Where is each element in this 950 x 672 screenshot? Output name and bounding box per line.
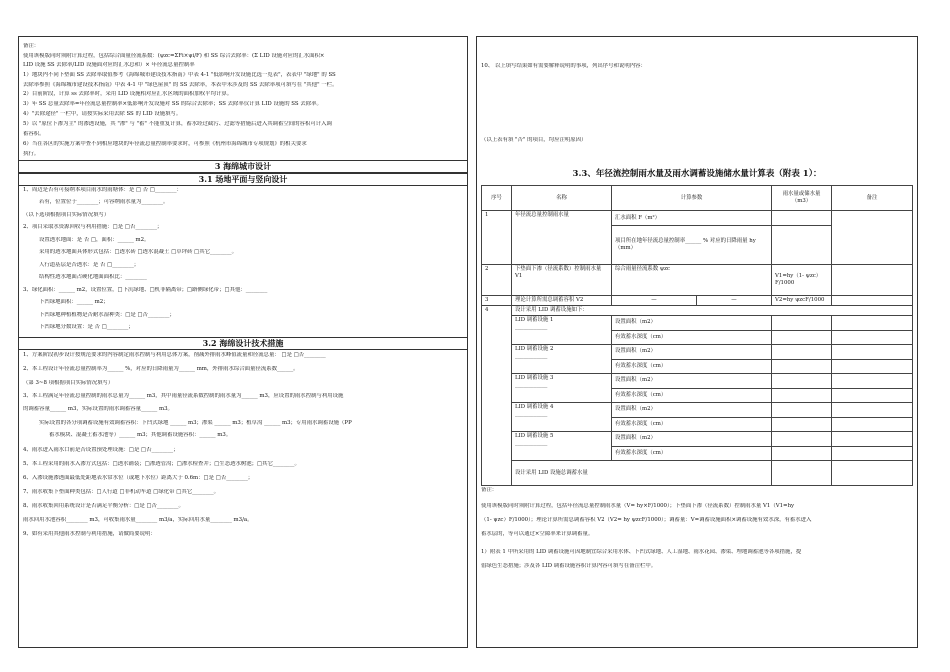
note-line: 4）"去除途径" 一栏中，请按实际采用去除 SS 的 LID 设施填写。	[23, 111, 182, 117]
form-line: 1、方案阶段初步设计按规范要求的内容制定雨水控制与利用总体方案，削减外排雨水峰值流量和径流总量： □是 □否________	[23, 352, 326, 358]
form-line: （第 3~8 项根据项目实际情况填写）	[23, 380, 114, 386]
note-line: 倡绿色生态措施；涉及各 LID 调蓄设施容积计算内容可填写在备注栏中。	[481, 563, 657, 569]
col-header: 序号	[482, 186, 512, 211]
lid-row: LID 调蓄设施 1 ____________ 设置面积（m2）	[482, 316, 913, 331]
lid-total-row: 设计采用 LID 设施总调蓄水量	[482, 461, 913, 486]
section-3-2-title: 3.2 海绵设计技术措施	[19, 337, 467, 350]
note-line: 6）当在各区的实施方案中查不到相应地块的年径流总量控制率要求时，可参照《杭州市海绵城市专项规划》的相关要求	[23, 141, 307, 147]
form-line: 的调蓄容量______ m3，实际设置的雨水调蓄容量______ m3。	[23, 406, 173, 412]
col-header: 雨水量或储水量（m3）	[772, 186, 832, 211]
form-line: 下凹绿地分数设置：是 否 □________；	[39, 324, 134, 330]
section-3-title: 3 海绵城市设计	[19, 160, 467, 173]
form-line: 3、绿化面积：______ m2，设置位置，□下沉绿地、□机非隔离带；□路侧绿化带；□其他：________	[23, 287, 268, 293]
lid-row: 有效蓄水深度（cm）	[482, 359, 913, 374]
table-row: 1 年径流总量控制雨水量 汇水面积 F（m²）	[482, 211, 913, 226]
form-line: 9、如有采用其他雨水控制与利用措施，请做简要说明：	[23, 531, 156, 537]
item-10-note: （以上表有填 "否" 的项目，均应注明原因）	[481, 137, 587, 143]
note-line: LID 设施 SS 去除率/LID 设施面对应的汇水总和）× 年径流总量控制率	[23, 62, 195, 68]
note-line: 3）年 SS 总量去除率=年径流总量控制率×低影响开发设施对 SS 的综合去除率；SS 去除率仅计算 LID 设施的 SS 去除率。	[23, 101, 322, 107]
form-line: 1、周边是否有可接纳本项目雨水的雨塘体：是 □ 否 □________：	[23, 187, 182, 193]
lid-row: LID 调蓄设施 2 ____________ 设置面积（m2）	[482, 345, 913, 360]
form-line: 人行道基层是否透水：是 否 □________；	[39, 262, 140, 268]
lid-row: LID 调蓄设施 5 ____________ 设置面积（m2）	[482, 432, 913, 447]
lid-row: LID 调蓄设施 3 ____________ 设置面积（m2）	[482, 374, 913, 389]
lid-row: 有效蓄水深度（cm）	[482, 417, 913, 432]
note-line: 执行。	[23, 151, 40, 157]
form-line: 结构性透水地面占硬化地面面积比：________	[39, 274, 147, 280]
note-line: 使用该模版同时须附计算过程，包括年径流总量控制雨水量（V= hy×F/1000）；下垫面下渗（径流系数）控制雨水量 V1（V1=hy	[481, 503, 795, 509]
note-line: （1- ψzc）F/1000）；理论计算所需总调蓄容积 V2（V2= hy ψzcF/1000）；调蓄量：V=调蓄设施面积×调蓄设施有效水深，有蓄水进入	[481, 517, 812, 523]
volume-table	[481, 185, 913, 486]
note-line: 5）以 "原位下渗为主" 的渗透设施，其 "渗" 与 "蓄" 不能重复计算，蓄水经过截污、过滤等措施后进入其调蓄空间的容积可计入调	[23, 121, 332, 127]
note-line: 备注：	[23, 43, 40, 49]
left-page	[18, 36, 468, 648]
lid-row: 有效蓄水深度（cm）	[482, 330, 913, 345]
section-3-1-title: 3.1 场地平面与竖向设计	[19, 173, 467, 186]
form-line: （以下选项根据项目实际情况填写）	[23, 212, 110, 218]
form-line: 实际设置的各分项调蓄设施有效调蓄容积：下凹式绿地 ______ m3；渗渠 ______ m3；植草沟 ______ m3；专用雨水调蓄设施（PP	[39, 420, 352, 426]
note-line: 备注：	[481, 487, 498, 493]
col-header: 备注	[832, 186, 913, 211]
note-line: 2）目前阶段，计算 ss 去除率时，采用 LID 设施相对应汇水区域的面积加权平均计算。	[23, 91, 233, 97]
lid-row: 有效蓄水深度（cm）	[482, 388, 913, 403]
form-line: 若有，位置位于________；可容纳雨水量为________。	[39, 199, 169, 205]
note-line: 蓄水层的，等可以通过×空隙率来计算调蓄量。	[481, 531, 594, 537]
form-line: 下凹绿地面积：______ m2；	[39, 299, 109, 305]
right-page	[476, 36, 918, 648]
note-line: 1）附表 1 中所采用的 LID 调蓄设施可因地制宜综合采用水体、下凹式绿地、人工湿地、雨水花园、渗渠、埋地调蓄池等各项措施，提	[481, 549, 802, 555]
form-line: 下凹绿地种植植物是否耐水湿种类：□是 □否________；	[39, 312, 175, 318]
form-line: 蓄水模块、混凝土蓄水池等）______ m3；其他调蓄设施容积：______ m3。	[49, 432, 232, 438]
form-line: 7、雨水收集下垫面种类包括：□人行道 □非机动车道 □绿化带 □其它________。	[23, 489, 220, 495]
form-line: 5、本工程采用的雨水入渗方式包括：□透水铺装；□渗透管沟；□渗水检查井；□生态透水树池；□其它________。	[23, 461, 300, 467]
note-line: 蓄容积。	[23, 131, 45, 137]
form-line: 采用的透水地面具体形式包括：□透水砖 □透水混凝土 □草坪砖 □其它________。	[39, 249, 238, 255]
form-line: 2、项目采取水资源回收与利用措施：□是 □否________；	[23, 224, 163, 230]
table-header-row	[482, 186, 913, 211]
form-line: 雨水回用水池容积________ m3，可收集雨水量________ m3/a，实际回用水量________ m3/a。	[23, 517, 253, 523]
form-line: 4、雨水进入雨水口前是否设置预处理设施：□是 □否________；	[23, 447, 179, 453]
table-row: 3 理论计算所需总调蓄容积 V2 — — V2=hy ψzcF/1000	[482, 296, 913, 306]
form-line: 6、入渗设施渗透面最低处距地表水常水位（或地下水位）距离大于 0.6m：□是 □否________；	[23, 475, 254, 481]
col-header: 名称	[512, 186, 612, 211]
table-row: 4 设计采用 LID 调蓄设施如下：	[482, 306, 913, 316]
note-line: 使用该模版同时须附计算过程，包括综合面量径流系数：(ψzc=ΣFi×ψi/F) 和 SS 综合去除率：(Σ LID 设施对应的汇水面积×	[23, 53, 325, 59]
table-row: 2 下垫面下渗（径流系数）控制雨水量 V1 综合雨量径流系数 ψzc V1=hy（1- ψzc）F/1000	[482, 265, 913, 296]
note-line: 去除率参照《海绵城市建设技术指南》中表 4-1 中 "绿色屋顶" 的 SS 去除率，本表中未涉及的 SS 去除率项可填写在 "其他" 一栏。	[23, 82, 338, 88]
table-title: 3.3、年径流控制雨水量及雨水调蓄设施储水量计算表（附表 1）：	[572, 169, 822, 179]
col-header: 计算参数	[612, 186, 772, 211]
form-line: 设置透水地面：是 否 □，面积：______ m2。	[39, 237, 150, 243]
lid-row: LID 调蓄设施 4 ____________ 设置面积（m2）	[482, 403, 913, 418]
form-line: 3、本工程满足年径流总量控制的雨水总量为______ m3，其中雨量径流系数控制的雨水量为______ m3，应设置的雨水控制与利用设施	[23, 393, 344, 399]
form-line: 8、雨水收集回用系统设计是否满足平衡分析：□是 □否________。	[23, 503, 184, 509]
form-line: 2、本工程设计年径流总量控制率为______ %，对应的日降雨量为______ mm，外排雨水综合面量径流系数______。	[23, 366, 299, 372]
lid-row: 有效蓄水深度（cm）	[482, 446, 913, 461]
note-line: 1）地块内不同下垫面 SS 去除率取值参考《海绵城市建设技术指南》中表 4-1 "低影响开发设施比选一览表"，表表中 "绿地" 的 SS	[23, 72, 336, 78]
table-row: 项目所在地年径流总量控制率______ % 对应的日降雨量 hy（mm）	[482, 226, 913, 265]
item-10: 10、 以上填写结果如有需要解释说明的事项，列出序号和说明内容：	[481, 63, 646, 69]
